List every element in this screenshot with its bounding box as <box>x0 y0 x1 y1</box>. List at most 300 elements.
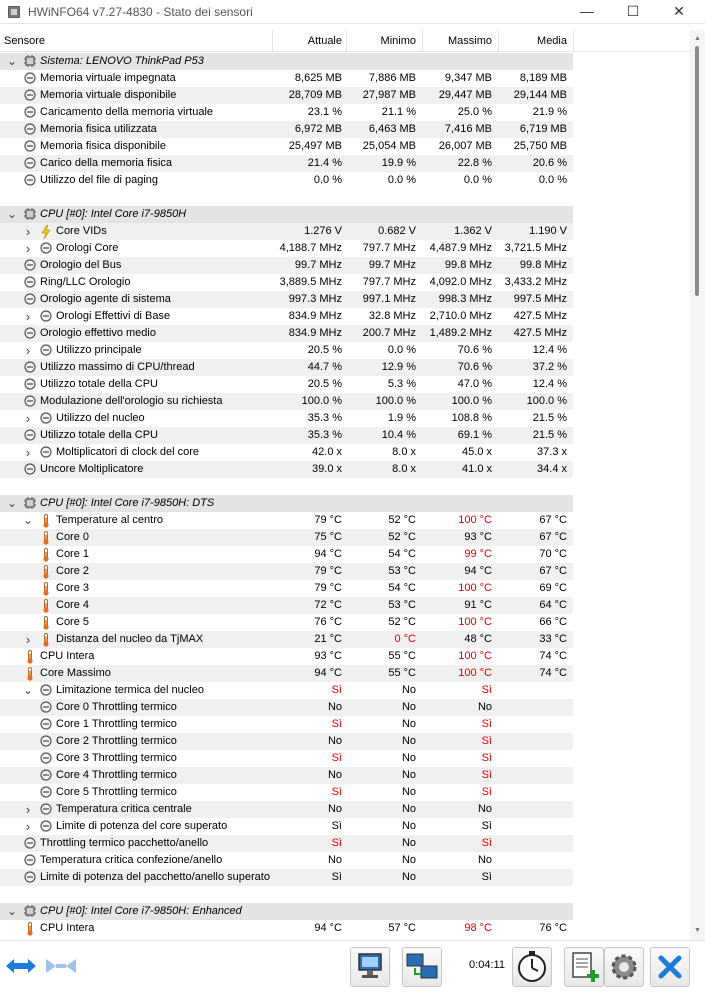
add-report-icon <box>565 948 603 986</box>
expand-chevron-icon[interactable]: › <box>25 343 31 358</box>
value-current: 94 °C <box>314 922 342 934</box>
value-max: Sì <box>481 769 492 781</box>
value-current: 94 °C <box>314 548 342 560</box>
clock-icon <box>24 123 36 135</box>
chip-icon <box>24 55 36 67</box>
vertical-scrollbar[interactable] <box>690 30 705 940</box>
value-max: 4,487.9 MHz <box>429 242 492 254</box>
sensor-row[interactable] <box>0 240 573 257</box>
sensor-row[interactable] <box>0 444 573 461</box>
clock-icon <box>40 735 52 747</box>
spacer-row <box>0 478 573 495</box>
sensor-label: Core 4 Throttling termico <box>56 769 177 781</box>
collapse-chevron-icon[interactable]: ⌄ <box>6 904 18 918</box>
value-min: 19.9 % <box>381 157 416 169</box>
value-current: 8,625 MB <box>294 72 342 84</box>
value-avg: 21.5 % <box>532 412 567 424</box>
sensor-row[interactable] <box>0 546 573 563</box>
value-avg: 1.190 V <box>529 225 567 237</box>
value-avg: 64 °C <box>539 599 567 611</box>
clock-icon <box>40 786 52 798</box>
value-avg: 20.6 % <box>532 157 567 169</box>
clock-icon <box>24 89 36 101</box>
value-max: 9,347 MB <box>444 72 492 84</box>
expand-chevron-icon[interactable]: › <box>25 241 31 256</box>
value-avg: 25,750 MB <box>513 140 567 152</box>
bolt-icon <box>40 225 52 237</box>
value-max: 2,710.0 MHz <box>429 310 492 322</box>
sensor-label: Memoria fisica utilizzata <box>40 123 157 135</box>
value-min: 100.0 % <box>375 395 416 407</box>
value-min: 0 °C <box>394 633 416 645</box>
chip-icon <box>24 208 36 220</box>
thermometer-icon <box>24 650 36 662</box>
value-current: 39.0 x <box>312 463 342 475</box>
sensor-label: Utilizzo del nucleo <box>56 412 145 424</box>
value-avg: 74 °C <box>539 667 567 679</box>
value-current: No <box>327 701 342 713</box>
value-min: 0.682 V <box>378 225 416 237</box>
scroll-up-icon[interactable]: ▲ <box>694 35 701 42</box>
app-chip-icon <box>8 6 20 18</box>
sensor-label: Temperatura critica confezione/anello <box>40 854 223 866</box>
sensor-row[interactable] <box>0 733 573 750</box>
value-max: 100 °C <box>458 616 492 628</box>
sensor-row[interactable] <box>0 818 573 835</box>
value-min: 10.4 % <box>381 429 416 441</box>
value-min: 8.0 x <box>392 463 416 475</box>
value-current: Sì <box>331 752 342 764</box>
value-current: 75 °C <box>314 531 342 543</box>
sensor-label: Core 1 <box>56 548 90 560</box>
sensor-row[interactable] <box>0 223 573 240</box>
reset-timer-button[interactable] <box>512 947 552 987</box>
sensor-row[interactable] <box>0 512 573 529</box>
value-current: Sì <box>331 718 342 730</box>
value-current: 20.5 % <box>307 378 342 390</box>
value-avg: 70 °C <box>539 548 567 560</box>
thermometer-icon <box>40 514 52 526</box>
value-current: 21.4 % <box>307 157 342 169</box>
value-max: 100.0 % <box>451 395 492 407</box>
column-divider[interactable] <box>573 30 574 52</box>
sensor-row[interactable] <box>0 104 573 121</box>
nav-arrows-collapse-icon[interactable] <box>44 955 78 977</box>
sensor-label: Ring/LLC Orologio <box>40 276 131 288</box>
clock-icon <box>24 293 36 305</box>
sensor-row[interactable] <box>0 121 573 138</box>
nav-arrows-left-right-icon[interactable] <box>4 955 38 977</box>
value-max: 45.0 x <box>462 446 492 458</box>
sensor-row[interactable] <box>0 563 573 580</box>
value-max: Sì <box>481 820 492 832</box>
close-button[interactable] <box>650 947 690 987</box>
value-min: 55 °C <box>388 667 416 679</box>
sensor-row[interactable] <box>0 257 573 274</box>
value-avg: 34.4 x <box>537 463 567 475</box>
sensor-group-header[interactable] <box>0 903 573 920</box>
sensor-row[interactable] <box>0 359 573 376</box>
network-monitor-button[interactable] <box>350 947 390 987</box>
value-current: 99.7 MHz <box>294 259 342 271</box>
value-min: 797.7 MHz <box>362 242 416 254</box>
clock-icon <box>40 701 52 713</box>
value-current: 79 °C <box>314 582 342 594</box>
clock-icon <box>40 752 52 764</box>
clock-icon <box>40 412 52 424</box>
sensor-label: Memoria fisica disponibile <box>40 140 166 152</box>
column-min[interactable]: Minimo <box>380 35 416 47</box>
spacer-row <box>0 189 573 206</box>
clock-icon <box>24 157 36 169</box>
group-label: CPU [#0]: Intel Core i7-9850H: DTS <box>40 497 215 509</box>
clock-icon <box>24 378 36 390</box>
column-header <box>0 30 690 52</box>
clock-icon <box>40 684 52 696</box>
sensor-row[interactable] <box>0 308 573 325</box>
value-avg <box>498 716 567 733</box>
sensor-label: Orologi Core <box>56 242 119 254</box>
sensor-row[interactable] <box>0 597 573 614</box>
value-current: 79 °C <box>314 565 342 577</box>
sensor-row[interactable] <box>0 529 573 546</box>
sensor-label: CPU Intera <box>40 650 95 662</box>
sensor-label: Core 5 <box>56 616 90 628</box>
value-current: 0.0 % <box>313 174 342 186</box>
value-current: 72 °C <box>314 599 342 611</box>
value-current: Sì <box>331 786 342 798</box>
sensor-row[interactable] <box>0 155 573 172</box>
spacer-row <box>0 886 573 903</box>
sensor-row[interactable] <box>0 614 573 631</box>
sensor-row[interactable] <box>0 665 573 682</box>
expand-chevron-icon[interactable]: › <box>25 802 31 817</box>
sensor-label: Orologi Effettivi di Base <box>56 310 171 322</box>
value-current: 35.3 % <box>307 429 342 441</box>
sensor-label: Uncore Moltiplicatore <box>40 463 144 475</box>
sensor-row[interactable] <box>0 325 573 342</box>
value-avg: 997.5 MHz <box>513 293 567 305</box>
scroll-thumb[interactable] <box>695 46 699 296</box>
value-avg: 37.2 % <box>532 361 567 373</box>
value-min: 57 °C <box>388 922 416 934</box>
value-max: 98 °C <box>464 922 492 934</box>
sensor-label: Temperature al centro <box>56 514 163 526</box>
value-min: 12.9 % <box>381 361 416 373</box>
value-avg: 21.9 % <box>532 106 567 118</box>
clock-icon <box>40 769 52 781</box>
sensor-label: Carico della memoria fisica <box>40 157 173 169</box>
value-min: 52 °C <box>388 616 416 628</box>
network-monitor-icon <box>351 948 389 986</box>
sensor-row[interactable] <box>0 274 573 291</box>
value-max: 91 °C <box>464 599 492 611</box>
sensor-label: Memoria virtuale impegnata <box>40 72 176 84</box>
clock-icon <box>24 174 36 186</box>
value-avg: 69 °C <box>539 582 567 594</box>
thermometer-icon <box>40 582 52 594</box>
expand-chevron-icon[interactable]: › <box>25 411 31 426</box>
settings-gear-icon <box>605 948 643 986</box>
sensor-row[interactable] <box>0 580 573 597</box>
value-max: 108.8 % <box>451 412 492 424</box>
sensor-row[interactable] <box>0 920 573 937</box>
value-min: No <box>401 684 416 696</box>
value-current: 3,889.5 MHz <box>279 276 342 288</box>
value-max: 94 °C <box>464 565 492 577</box>
value-current: 834.9 MHz <box>288 310 342 322</box>
sensor-label: Core 2 <box>56 565 90 577</box>
sensor-label: Limitazione termica del nucleo <box>56 684 204 696</box>
sensor-row[interactable] <box>0 138 573 155</box>
value-max: Sì <box>481 837 492 849</box>
close-window-button[interactable]: ✕ <box>673 3 685 19</box>
expand-chevron-icon[interactable]: › <box>25 632 31 647</box>
value-min: No <box>401 735 416 747</box>
sensor-row[interactable] <box>0 835 573 852</box>
value-current: 100.0 % <box>301 395 342 407</box>
value-avg: 74 °C <box>539 650 567 662</box>
value-max: 1.362 V <box>454 225 492 237</box>
sensor-label: Core 3 Throttling termico <box>56 752 177 764</box>
sensor-row[interactable] <box>0 631 573 648</box>
expand-chevron-icon[interactable]: › <box>25 224 31 239</box>
sensor-row[interactable] <box>0 410 573 427</box>
column-max[interactable]: Massimo <box>447 35 492 47</box>
settings-button[interactable] <box>604 947 644 987</box>
value-avg: 21.5 % <box>532 429 567 441</box>
sensor-row[interactable] <box>0 682 573 699</box>
value-min: 32.8 MHz <box>368 310 416 322</box>
sensor-label: Throttling termico pacchetto/anello <box>40 837 209 849</box>
collapse-chevron-icon[interactable]: ⌄ <box>22 513 34 527</box>
value-min: 27,987 MB <box>362 89 416 101</box>
sensor-row[interactable] <box>0 461 573 478</box>
sensor-group-header[interactable] <box>0 206 573 223</box>
value-avg <box>498 699 567 716</box>
sensor-label: Utilizzo del file di paging <box>40 174 159 186</box>
value-max: 70.6 % <box>457 361 492 373</box>
value-max: 22.8 % <box>457 157 492 169</box>
value-avg <box>498 750 567 767</box>
value-current: 94 °C <box>314 667 342 679</box>
column-divider[interactable] <box>272 30 273 52</box>
column-avg[interactable]: Media <box>537 35 567 47</box>
thermometer-icon <box>40 531 52 543</box>
thermometer-icon <box>24 667 36 679</box>
value-avg: 12.4 % <box>532 378 567 390</box>
sensor-label: Utilizzo principale <box>56 344 142 356</box>
value-current: 76 °C <box>314 616 342 628</box>
value-max: 1,489.2 MHz <box>429 327 492 339</box>
window-title: HWiNFO64 v7.27-4830 - Stato dei sensori <box>28 5 253 19</box>
minimize-button[interactable]: — <box>580 3 594 19</box>
sensor-row[interactable] <box>0 750 573 767</box>
value-max: 26,007 MB <box>438 140 492 152</box>
scroll-down-icon[interactable]: ▼ <box>694 927 701 934</box>
value-current: 1.276 V <box>304 225 342 237</box>
sensor-row[interactable] <box>0 784 573 801</box>
network-computers-button[interactable] <box>402 947 442 987</box>
value-current: 997.3 MHz <box>288 293 342 305</box>
value-current: 20.5 % <box>307 344 342 356</box>
value-max: Sì <box>481 684 492 696</box>
thermometer-icon <box>40 548 52 560</box>
value-min: 54 °C <box>388 582 416 594</box>
clock-icon <box>40 718 52 730</box>
value-avg <box>498 869 567 886</box>
value-max: 29,447 MB <box>438 89 492 101</box>
value-avg: 99.8 MHz <box>519 259 567 271</box>
sensor-label: Core VIDs <box>56 225 107 237</box>
value-max: 100 °C <box>458 650 492 662</box>
value-min: 55 °C <box>388 650 416 662</box>
sensor-row[interactable] <box>0 172 573 189</box>
column-sensor[interactable]: Sensore <box>4 35 45 47</box>
value-max: 47.0 % <box>457 378 492 390</box>
value-max: 70.6 % <box>457 344 492 356</box>
value-max: 0.0 % <box>463 174 492 186</box>
sensor-row[interactable] <box>0 376 573 393</box>
value-max: 998.3 MHz <box>438 293 492 305</box>
value-max: No <box>477 854 492 866</box>
sensor-label: Utilizzo totale della CPU <box>40 378 158 390</box>
value-max: Sì <box>481 735 492 747</box>
value-max: 99.8 MHz <box>444 259 492 271</box>
value-min: 1.9 % <box>387 412 416 424</box>
sensor-group-header[interactable] <box>0 53 573 70</box>
clock-icon <box>24 259 36 271</box>
value-max: No <box>477 803 492 815</box>
collapse-chevron-icon[interactable]: ⌄ <box>22 683 34 697</box>
sensor-label: Utilizzo massimo di CPU/thread <box>40 361 195 373</box>
thermometer-icon <box>40 633 52 645</box>
sensor-row[interactable] <box>0 801 573 818</box>
value-max: No <box>477 701 492 713</box>
sensor-label: Distanza del nucleo da TjMAX <box>56 633 204 645</box>
value-current: No <box>327 803 342 815</box>
value-min: 997.1 MHz <box>362 293 416 305</box>
group-label: Sistema: LENOVO ThinkPad P53 <box>40 55 204 67</box>
sensor-row[interactable] <box>0 393 573 410</box>
clock-icon <box>24 463 36 475</box>
value-current: Sì <box>331 837 342 849</box>
sensor-row[interactable] <box>0 342 573 359</box>
clock-icon <box>24 429 36 441</box>
value-avg <box>498 801 567 818</box>
value-avg: 0.0 % <box>538 174 567 186</box>
sensor-row[interactable] <box>0 427 573 444</box>
value-current: 42.0 x <box>312 446 342 458</box>
clock-icon <box>24 140 36 152</box>
value-max: 100 °C <box>458 667 492 679</box>
value-min: 797.7 MHz <box>362 276 416 288</box>
value-current: Sì <box>331 871 342 883</box>
sensor-label: Core Massimo <box>40 667 111 679</box>
expand-chevron-icon[interactable]: › <box>25 819 31 834</box>
sensor-group-header[interactable] <box>0 495 573 512</box>
value-current: No <box>327 769 342 781</box>
sensor-label: Core 3 <box>56 582 90 594</box>
sensor-label: Memoria virtuale disponibile <box>40 89 177 101</box>
clock-icon <box>24 837 36 849</box>
collapse-chevron-icon[interactable]: ⌄ <box>6 496 18 510</box>
add-report-button[interactable] <box>564 947 604 987</box>
value-current: 25,497 MB <box>288 140 342 152</box>
value-max: 25.0 % <box>457 106 492 118</box>
sensor-row[interactable] <box>0 767 573 784</box>
thermometer-icon <box>40 599 52 611</box>
sensor-row[interactable] <box>0 699 573 716</box>
sensor-row[interactable] <box>0 869 573 886</box>
value-max: Sì <box>481 786 492 798</box>
sensor-label: Orologio effettivo medio <box>40 327 156 339</box>
sensor-label: Core 1 Throttling termico <box>56 718 177 730</box>
sensor-label: Core 2 Throttling termico <box>56 735 177 747</box>
value-avg <box>498 733 567 750</box>
value-max: 41.0 x <box>462 463 492 475</box>
sensor-row[interactable] <box>0 648 573 665</box>
expand-chevron-icon[interactable]: › <box>25 445 31 460</box>
value-max: Sì <box>481 718 492 730</box>
value-max: Sì <box>481 752 492 764</box>
thermometer-icon <box>24 922 36 934</box>
sensor-row[interactable] <box>0 70 573 87</box>
collapse-chevron-icon[interactable]: ⌄ <box>6 207 18 221</box>
value-current: Sì <box>331 684 342 696</box>
value-current: 35.3 % <box>307 412 342 424</box>
value-min: No <box>401 752 416 764</box>
value-min: 52 °C <box>388 531 416 543</box>
clock-icon <box>40 803 52 815</box>
value-min: 7,886 MB <box>368 72 416 84</box>
value-avg: 76 °C <box>539 922 567 934</box>
sensor-row[interactable] <box>0 87 573 104</box>
value-avg: 33 °C <box>539 633 567 645</box>
sensor-row[interactable] <box>0 291 573 308</box>
value-max: 7,416 MB <box>444 123 492 135</box>
sensor-label: Caricamento della memoria virtuale <box>40 106 214 118</box>
sensor-list[interactable] <box>0 53 690 938</box>
value-min: No <box>401 803 416 815</box>
group-label: CPU [#0]: Intel Core i7-9850H <box>40 208 187 220</box>
sensor-row[interactable] <box>0 852 573 869</box>
network-computers-icon <box>403 948 441 986</box>
clock-icon <box>40 242 52 254</box>
value-avg: 8,189 MB <box>519 72 567 84</box>
value-avg: 66 °C <box>539 616 567 628</box>
sensor-label: Core 0 Throttling termico <box>56 701 177 713</box>
value-min: No <box>401 769 416 781</box>
value-current: Sì <box>331 820 342 832</box>
maximize-button[interactable]: ☐ <box>626 3 640 19</box>
value-min: 8.0 x <box>392 446 416 458</box>
expand-chevron-icon[interactable]: › <box>25 309 31 324</box>
column-current[interactable]: Attuale <box>307 35 342 47</box>
sensor-label: Limite di potenza del pacchetto/anello superato <box>40 871 270 883</box>
sensor-label: Limite di potenza del core superato <box>56 820 228 832</box>
value-avg: 67 °C <box>539 514 567 526</box>
value-max: 100 °C <box>458 582 492 594</box>
chip-icon <box>24 497 36 509</box>
value-avg <box>498 818 567 835</box>
value-max: 99 °C <box>464 548 492 560</box>
value-max: 69.1 % <box>457 429 492 441</box>
sensor-row[interactable] <box>0 716 573 733</box>
collapse-chevron-icon[interactable]: ⌄ <box>6 54 18 68</box>
value-min: 54 °C <box>388 548 416 560</box>
elapsed-time: 0:04:11 <box>469 959 505 971</box>
